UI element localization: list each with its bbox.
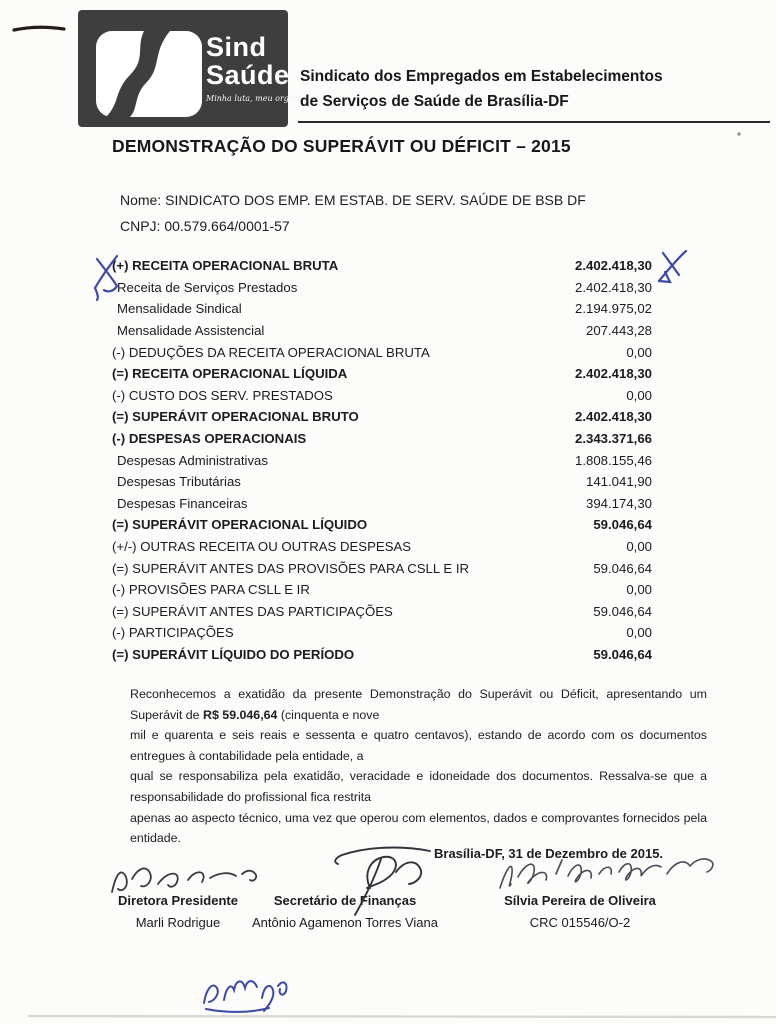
row-label: (-) DESPESAS OPERACIONAIS bbox=[112, 431, 307, 447]
declaration-paragraph-3: qual se responsabiliza pela exatidão, veracidade e idoneidade dos documentos. Ressalva-se que a responsabilidade do profissional fica restrita bbox=[130, 769, 707, 804]
row-value: 1.808.155,46 bbox=[574, 452, 652, 468]
scan-bottom-edge bbox=[28, 1016, 776, 1017]
statement-row bbox=[112, 579, 652, 601]
signatory-role: Secretário de Finanças bbox=[273, 893, 417, 908]
row-label: (-) DEDUÇÕES DA RECEITA OPERACIONAL BRUTA bbox=[112, 344, 430, 360]
row-label: (=) RECEITA OPERACIONAL LÍQUIDA bbox=[112, 366, 348, 382]
declaration-paragraph-2: mil e quarenta e seis reais e sessenta e quatro centavos), estando de acordo com os documentos entregues à contabilidade pela entidade, a bbox=[130, 728, 707, 763]
organization-name-line2: de Serviços de Saúde de Brasília-DF bbox=[300, 93, 569, 110]
row-value: 2.402.418,30 bbox=[574, 409, 652, 425]
row-value: 0,00 bbox=[626, 625, 652, 641]
signature-president bbox=[112, 868, 256, 892]
row-label: (=) SUPERÁVIT LÍQUIDO DO PERÍODO bbox=[112, 646, 355, 662]
signature-accountant bbox=[500, 859, 713, 888]
row-value: 0,00 bbox=[626, 344, 652, 360]
row-value: 2.194.975,02 bbox=[574, 301, 652, 317]
statement-row bbox=[112, 557, 652, 579]
logo-word-saude: Saúde bbox=[206, 60, 290, 90]
row-label: (=) SUPERÁVIT ANTES DAS PARTICIPAÇÕES bbox=[112, 603, 393, 619]
logo-tagline: Minha luta, meu orgulho! bbox=[206, 94, 310, 103]
signatory-name: Antônio Agamenon Torres Viana bbox=[252, 915, 438, 930]
date-line: Brasília-DF, 31 de Dezembro de 2015. bbox=[434, 846, 664, 861]
declaration-segment: (cinquenta e nove bbox=[277, 707, 380, 722]
row-value: 2.402.418,30 bbox=[574, 366, 652, 382]
row-label: Mensalidade Assistencial bbox=[117, 323, 265, 339]
statement-row bbox=[112, 298, 652, 320]
statement-row bbox=[112, 536, 652, 558]
row-label: (=) SUPERÁVIT OPERACIONAL LÍQUIDO bbox=[112, 517, 368, 533]
signatory-role: Diretora Presidente bbox=[118, 893, 238, 908]
signatory-finance-secretary bbox=[225, 891, 465, 935]
signatory-accountant bbox=[460, 891, 700, 935]
document-title: DEMONSTRAÇÃO DO SUPERÁVIT OU DÉFICIT – 2015 bbox=[112, 136, 571, 156]
statement-row bbox=[112, 406, 652, 428]
declaration-segment: Reconhecemos a exatidão da presente Demonstração do Superávit ou Déficit, apresentando um Superávit de bbox=[130, 687, 707, 722]
statement-table bbox=[112, 255, 652, 665]
row-value: 207.443,28 bbox=[585, 323, 652, 339]
staple-mark bbox=[14, 27, 64, 30]
row-label: Mensalidade Sindical bbox=[117, 301, 242, 317]
logo-s-swoosh-icon bbox=[94, 29, 204, 119]
row-value: 0,00 bbox=[626, 387, 652, 403]
row-label: Receita de Serviços Prestados bbox=[117, 279, 298, 295]
signatory-role: Sílvia Pereira de Oliveira bbox=[504, 893, 656, 908]
statement-row bbox=[112, 471, 652, 493]
row-value: 59.046,64 bbox=[593, 560, 652, 576]
header-divider bbox=[298, 121, 770, 123]
row-label: (-) PARTICIPAÇÕES bbox=[112, 625, 234, 641]
entity-cnpj-line: CNPJ: 00.579.664/0001-57 bbox=[120, 218, 290, 234]
row-value: 2.402.418,30 bbox=[574, 258, 652, 274]
row-value: 59.046,64 bbox=[593, 517, 652, 533]
statement-row bbox=[112, 601, 652, 623]
row-label: Despesas Administrativas bbox=[117, 452, 268, 468]
scan-speck bbox=[737, 132, 740, 135]
row-value: 0,00 bbox=[626, 539, 652, 555]
signatory-name: Marli Rodrigue bbox=[135, 915, 221, 930]
statement-row bbox=[112, 428, 652, 450]
organization-name bbox=[300, 64, 663, 114]
row-label: Despesas Financeiras bbox=[117, 495, 248, 511]
statement-row bbox=[112, 277, 652, 299]
signatory-name: CRC 015546/O-2 bbox=[529, 915, 631, 930]
row-value: 59.046,64 bbox=[593, 646, 652, 662]
statement-row bbox=[112, 449, 652, 471]
row-value: 394.174,30 bbox=[585, 495, 652, 511]
superavit-amount: R$ 59.046,64 bbox=[203, 707, 278, 722]
statement-row bbox=[112, 363, 652, 385]
declaration-paragraph-1 bbox=[130, 684, 707, 725]
statement-row bbox=[112, 320, 652, 342]
row-label: (-) CUSTO DOS SERV. PRESTADOS bbox=[112, 387, 333, 403]
row-label: (-) PROVISÕES PARA CSLL E IR bbox=[112, 582, 310, 598]
statement-row bbox=[112, 341, 652, 363]
row-label: (+/-) OUTRAS RECEITA OU OUTRAS DESPESAS bbox=[112, 539, 412, 555]
row-value: 2.402.418,30 bbox=[574, 279, 652, 295]
organization-name-line1: Sindicato dos Empregados em Estabelecimentos bbox=[300, 68, 663, 85]
declaration-paragraph-4: apenas ao aspecto técnico, uma vez que operou com elementos, dados e comprovantes fornecidos pela entidade. bbox=[130, 810, 707, 846]
entity-name-line: Nome: SINDICATO DOS EMP. EM ESTAB. DE SERV. SAÚDE DE BSB DF bbox=[120, 192, 586, 208]
logo-word-sind: Sind bbox=[206, 32, 267, 62]
row-label: (+) RECEITA OPERACIONAL BRUTA bbox=[112, 258, 339, 274]
row-label: (=) SUPERÁVIT ANTES DAS PROVISÕES PARA CSLL E IR bbox=[112, 560, 470, 576]
row-label: (=) SUPERÁVIT OPERACIONAL BRUTO bbox=[112, 409, 359, 425]
statement-row bbox=[112, 622, 652, 644]
statement-row bbox=[112, 644, 652, 666]
statement-row bbox=[112, 493, 652, 515]
statement-row bbox=[112, 514, 652, 536]
blue-x-right-mark bbox=[659, 251, 686, 282]
declaration-text bbox=[130, 684, 707, 849]
statement-row bbox=[112, 385, 652, 407]
row-value: 2.343.371,66 bbox=[574, 431, 652, 447]
sindsaude-logo bbox=[78, 10, 310, 127]
row-value: 0,00 bbox=[626, 582, 652, 598]
row-label: Despesas Tributárias bbox=[117, 474, 241, 490]
row-value: 141.041,90 bbox=[585, 474, 652, 490]
row-value: 59.046,64 bbox=[593, 603, 652, 619]
statement-row bbox=[112, 255, 652, 277]
handwritten-note-blue bbox=[204, 981, 286, 1012]
